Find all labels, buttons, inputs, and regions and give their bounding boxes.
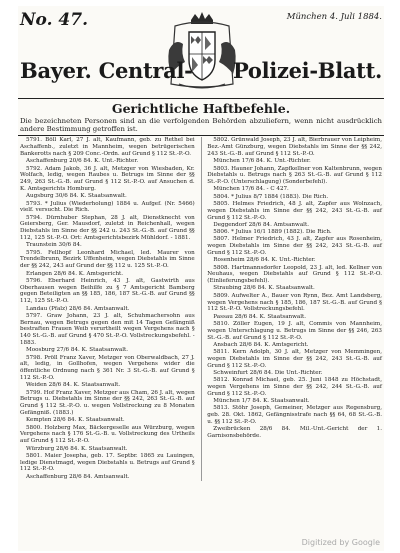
warrant-entry: München 17/6 84. K. Unt.-Richter. xyxy=(213,158,311,165)
warrant-entry: Aschaffenburg 20/6 84. K. Unt.-Richter. xyxy=(26,158,139,165)
section-intro: Die bezeichneten Personen sind an die verfolgenden Behörden abzuliefern, wenn nicht ausdrücklich andere Bestimmung getroffen ist. xyxy=(20,117,382,134)
warrant-entry: 5804. * Julius 8/7 1884 (1883). Die Rich. xyxy=(213,193,329,200)
warrant-entry: 5794. Dürnhuber Stephan, 28 J. alt, Dienstknecht von Geiersberg, Ger. Mausdorf, zuletzt in Reichenhall, wegen Diebstahls im Sinne der §§ 242 u. 243 St.-G.-B. auf Grund §§ 112, 125 St.-P.-O. Ort: Amtsgerichtsbezirk Mühldorf. - 1881. xyxy=(20,214,195,242)
warrant-entry: 5800. Holzberg Max, Bäckergeselle aus Würzburg, wegen Vergehens nach § 176 St.-G.-B. u. Vollstreckung des Urtheils auf Grund § 112 St.-P.-O. xyxy=(20,424,195,445)
issue-date: München 4. Juli 1884. xyxy=(286,12,382,22)
warrant-entry: 5798. Pröll Franz Xaver, Metzger von Oberwaldbach, 27 J. alt, ledig, in Gollhofen, wegen Vergehens wider die öffentliche Ordnung nach § 361 Nr. 3 St.-G.-B. auf Grund § 112 St.-P.-O. xyxy=(20,354,195,382)
warrant-entry: 5812. Konrad Michael, geb. 25. Juni 1848 zu Höchstadt, wegen Vergehens im Sinne der §§ 242, 244 St.-G.-B. auf Grund § 112 St.-P.-O. xyxy=(207,377,382,397)
masthead-title-right: Polizei-Blatt. xyxy=(232,58,382,83)
column-divider xyxy=(201,137,202,481)
warrant-entry: 5811. Kern Adolph, 30 J. alt, Metzger von Memmingen, wegen Diebstahls im Sinne der §§ 242, 243 St.-G.-B. auf Grund § 112 St.-P.-O. xyxy=(207,348,382,369)
left-column xyxy=(20,137,195,481)
warrant-entry: 5810. Zöller Eugen, 19 J. alt, Commis von Mannheim, wegen Unterschlagung u. Betrugs im Sinne der §§ 246, 263 St.-G.-B. auf Grund § 112 St.-P.-O. xyxy=(207,320,382,341)
section-title: Gerichtliche Haftbefehle. xyxy=(111,101,291,116)
newspaper-page xyxy=(18,6,384,551)
warrant-entry: Rosenheim 28/6 84. K. Unt.-Richter. xyxy=(213,257,316,264)
intro-rule xyxy=(18,135,384,136)
warrant-entry: Kempten 28/6 84. K. Staatsanwalt. xyxy=(26,417,125,424)
warrant-entry: 5801. Maier Josepha, geb. 17. Septbr. 1865 zu Lauingen, ledige Dienstmagd, wegen Diebstahls u. Betrugs auf Grund § 112 St.-P.-O. xyxy=(20,452,195,473)
warrant-entry: 5796. Eberhard Heinrich, 43 J. alt, Gastwirth aus Oberhausen wegen Beihilfe zu § 7 Amtsgericht Bamberg gegen Beteiligten an §§ 185, 186, 187 St.-G.-B. auf Grund §§ 112, 125 St.-P.-O. xyxy=(20,277,195,305)
warrant-entry: Augsburg 30/6 84. K. Staatsanwalt. xyxy=(26,193,127,200)
column-container xyxy=(18,137,384,481)
warrant-entry: München 1/7 84. K. Staatsanwalt. xyxy=(213,398,310,405)
warrant-entry: Würzburg 28/6 84. K. Staatsanwalt. xyxy=(26,445,128,452)
warrant-entry: Erlangen 28/6 84. K. Amtsgericht. xyxy=(26,270,124,277)
warrant-entry: Weiden 28/6 84. K. Staatsanwalt. xyxy=(26,382,121,389)
issue-number: No. 47. xyxy=(20,10,88,30)
warrant-entry: 5793. * Julius (Wiederholung) 1884 u. Aufgef. (Nr. 5466) vielf. versucht. Die Rich. xyxy=(20,200,195,214)
warrant-entry: 5807. Helmer Friedrich, 43 J. alt, Zapfer aus Rosenheim, wegen Diebstahls im Sinne der §§ 242, 243 St.-G.-B. auf Grund § 112 St.-P.-O. xyxy=(207,236,382,257)
warrant-entry: Schweinfurt 28/6 84. Die Unt.-Richter. xyxy=(213,369,323,376)
warrant-entry: 5791. Böll Karl, 27 J. alt, Kaufmann, geb. zu Rethel bei Aschaffenb., zuletzt in Mannheim, wegen betrügerischen Bankerotts nach § 209 Conc.-Ordn. auf Grund § 112 St.-P.-O. xyxy=(20,137,195,158)
warrant-entry: München 17/6 84. - C 427. xyxy=(213,186,289,193)
warrant-entry: 5813. Stöhr Joseph, Gemeiner, Metzger aus Regensburg, geb. 28. Okt. 1862, Gefängnisstrafe nach §§ 64, 68 St.-G.-B. u. §§ 112 St.-P.-O. xyxy=(207,405,382,425)
warrant-entry: 5792. Adam Jakob, 36 J. alt, Metzger von Wiesbaden, Kr. Wolfach, ledig, wegen Raubes u. Betrugs im Sinne der §§ 249, 263 St.-G.-B. auf Grund § 112 St.-P.-O. auf Ansuchen d. K. Amtsgerichts Homburg. xyxy=(20,165,195,193)
warrant-entry: Aschaffenburg 28/6 84. Amtsanwalt. xyxy=(26,473,130,480)
warrant-entry: Landau (Pfalz) 28/6 84. Amtsanwalt. xyxy=(26,305,130,312)
masthead xyxy=(18,6,384,98)
warrant-entry: Zweibrücken 28/6 84. Mil.-Unt.-Gericht der 1. Garnisonsbehörde. xyxy=(207,426,382,440)
warrant-entry: Moosburg 27/6 84. K. Staatsanwalt. xyxy=(26,347,129,354)
warrant-entry: 5803. Hauner Johann, Zapfkellner von Kaltenbrunn, wegen Diebstahls u. Betrugs nach § 263 St.-G.-B. auf Grund § 112 St.-P.-O. (Unterschlagung) (Sonderbefehl). xyxy=(207,165,382,186)
warrant-entry: Passau 28/6 84. K. Staatsanwalt. xyxy=(213,313,307,320)
warrant-entry: 5806. * Julius 16/1 1889 (1882). Die Rich. xyxy=(213,229,332,236)
warrant-entry: Deggendorf 28/6 84. Amtsanwalt. xyxy=(213,221,309,228)
masthead-rule xyxy=(18,98,384,99)
warrant-entry: 5802. Grünwald Joseph, 23 J. alt, Bierbrauer von Leipheim, Bez.-Amt Günzburg, wegen Diebstahls im Sinne der §§ 242, 243 St.-G.-B. auf Grund § 112 St.-P.-O. xyxy=(207,137,382,158)
warrant-entry: 5797. Graw Johann, 23 J. alt, Schuhmachersohn aus Bernau, wegen Betrugs gegen den mit 14 Tagen Gefängniß bestraften Frauen Weib verurtheilt wegen Vergehens nach § 140 St.-G.-B. auf Grund § 470 St.-P.-O. Vollstreckungsbefehl. - 1883. xyxy=(20,312,195,347)
warrant-entry: 5808. Hartmannsdorfer Leopold, 23 J. alt, led. Kellner von Neuhaus, wegen Diebstahls auf Grund § 112 St.-P.-O. (Einlieferungsbefehl). xyxy=(207,264,382,285)
right-column xyxy=(207,137,382,481)
warrant-entry: Ansbach 28/6 84. K. Amtsgericht. xyxy=(213,341,309,348)
warrant-entry: 5809. Aufwelter A., Bauer von Rynn, Bez. Amt Landsberg, wegen Vergehens nach § 185, 186, 187 St.-G.-B. auf Grund § 112 St.-P.-O. Vollstreckungsbefehl. xyxy=(207,292,382,313)
warrant-entry: 5799. Hof Franz Xaver, Metzger aus Cham, 26 J. alt, wegen Betrugs u. Diebstahls im Sinne der §§ 242, 263 St.-G.-B. auf Grund § 112 St.-P.-O. u. wegen Vollstreckung zu 8 Monaten Gefängniß. (1883.) xyxy=(20,389,195,417)
masthead-title-left: Bayer. Central- xyxy=(20,58,193,83)
warrant-entry: Traunstein 30/6 84. xyxy=(26,242,82,249)
google-watermark: Digitized by Google xyxy=(301,538,380,547)
warrant-entry: Straubing 28/6 84. K. Staatsanwalt. xyxy=(213,285,315,292)
warrant-entry: 5795. Fellhopf Leonhard Michael, led. Maurer von Trendelbrunn, Bezirk Uffenheim, wegen Diebstahls im Sinne der §§ 242, 243 auf Grund der §§ 112 u. 125 St.-P.-O. xyxy=(20,249,195,270)
warrant-entry: 5805. Helmes Friedrich, 48 J. alt, Zapfer aus Wolnzach, wegen Diebstahls im Sinne der §§ 242, 243 St.-G.-B. auf Grund § 112 St.-P.-O. xyxy=(207,200,382,221)
